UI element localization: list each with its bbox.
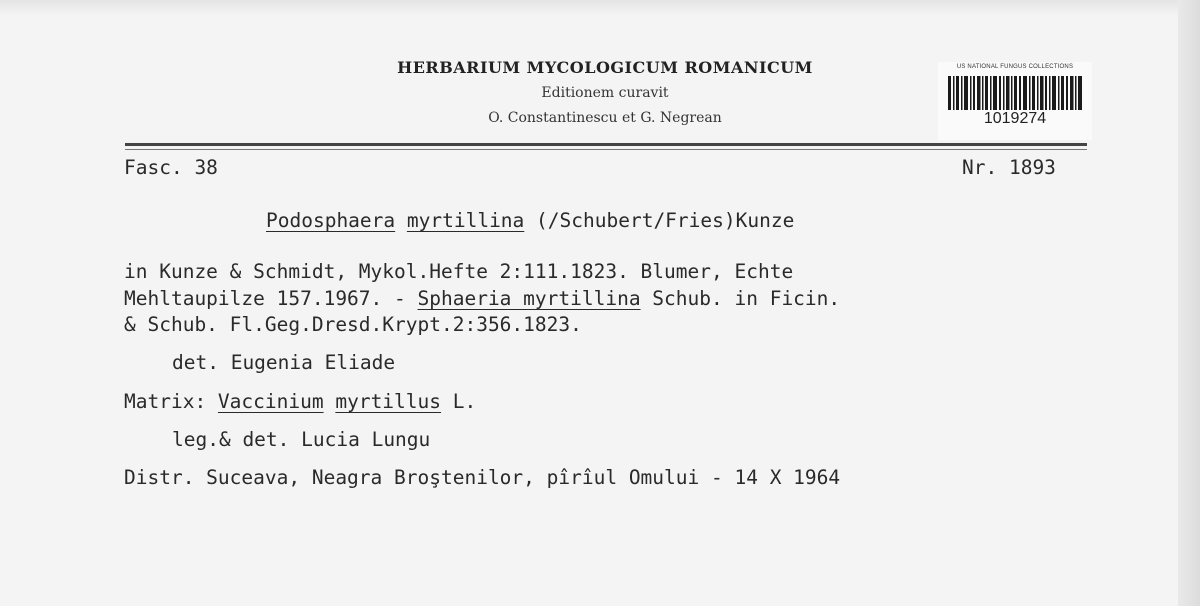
citation-line-3: & Schub. Fl.Geg.Dresd.Krypt.2:356.1823. [124, 313, 582, 336]
taxon-name [266, 209, 794, 232]
matrix-authority: L. [441, 390, 477, 413]
citation-line-2 [124, 287, 840, 310]
citation-line-2-suffix: Schub. in Ficin. [640, 287, 841, 310]
taxon-genus: Podosphaera [266, 209, 396, 232]
matrix-host [124, 390, 476, 413]
card-top-edge [0, 0, 1200, 16]
exsiccata-number: Nr. 1893 [962, 156, 1056, 179]
citation-line-1: in Kunze & Schmidt, Mykol.Hefte 2:111.1823. Blumer, Echte [124, 260, 794, 283]
locality: Distr. Suceava, Neagra Broştenilor, pîrîul Omului - 14 X 1964 [124, 466, 841, 489]
herbarium-title: HERBARIUM MYCOLOGICUM ROMANICUM [397, 58, 813, 77]
barcode-caption: US NATIONAL FUNGUS COLLECTIONS [956, 64, 1074, 70]
header-rule-thin [125, 149, 1087, 150]
collector: leg.& det. Lucia Lungu [172, 428, 431, 451]
herbarium-subtitle: Editionem curavit [541, 85, 669, 101]
herbarium-header [380, 58, 830, 126]
barcode-label [938, 62, 1092, 140]
header-rule [125, 143, 1087, 146]
taxon-authority: (/Schubert/Fries)Kunze [536, 209, 795, 232]
citation-synonym: Sphaeria myrtillina [417, 287, 641, 310]
determiner: det. Eugenia Eliade [172, 351, 396, 374]
matrix-label: Matrix: [124, 390, 218, 413]
fascicle-number: Fasc. 38 [124, 156, 218, 179]
citation-line-2-prefix: Mehltaupilze 157.1967. - [124, 287, 418, 310]
barcode-number: 1019274 [983, 110, 1047, 127]
herbarium-editors: O. Constantinescu et G. Negrean [488, 110, 722, 126]
matrix-epithet: myrtillus [335, 390, 442, 413]
taxon-epithet: myrtillina [406, 209, 525, 232]
barcode-icon [948, 76, 1082, 110]
matrix-genus: Vaccinium [217, 390, 324, 413]
card-right-edge [1178, 0, 1200, 606]
